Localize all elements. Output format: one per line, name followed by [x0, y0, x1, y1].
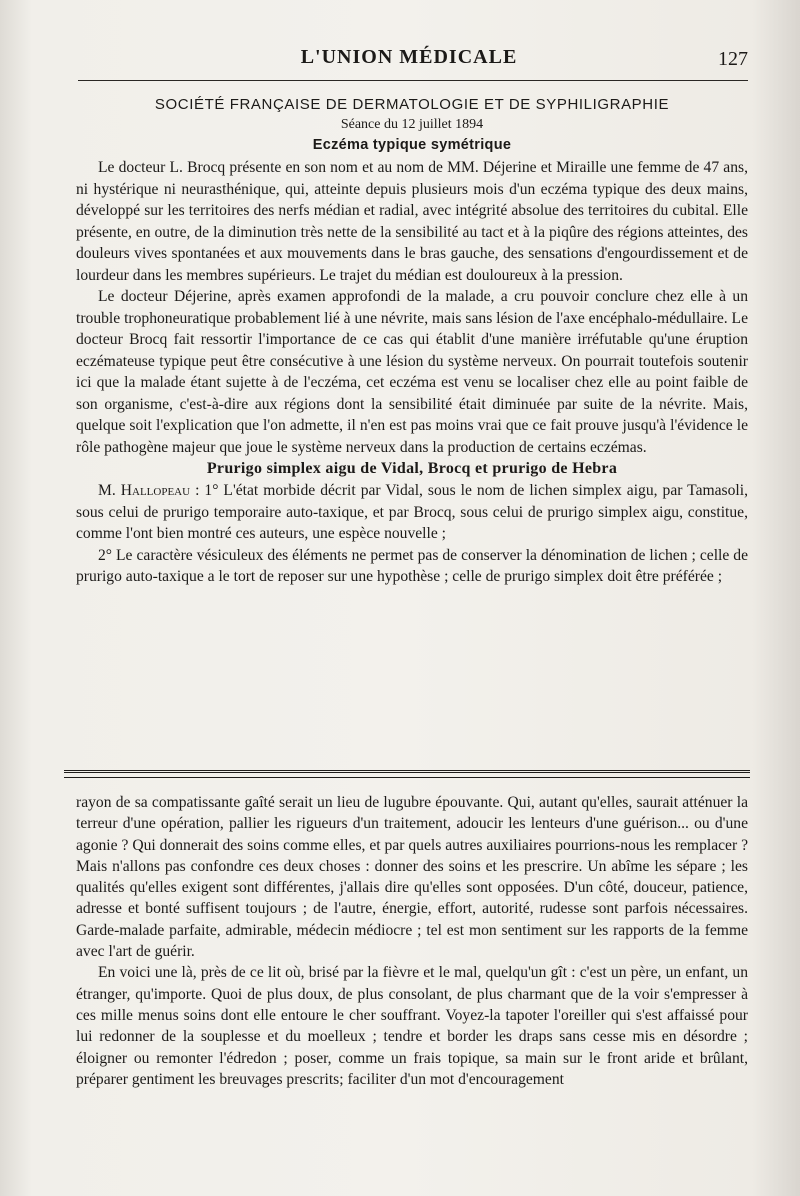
section-title-eczema: Eczéma typique symétrique: [312, 137, 512, 153]
paragraph: En voici une là, près de ce lit où, brisé par la fièvre et le mal, quelqu'un gît : c'est un père, un enfant, un étranger, qu'importe. Quoi de plus doux, de plus consolant, de plus charmant que de la voir s'empresser à ces mille menus soins dont elle entoure le cher souffrant. Voyez-la tapoter l'oreiller qui s'est affaissé pour lui redonner de la souplesse et du moelleux ; tendre et border les draps sans cesse mis en désordre ; éloigner ou remonter l'édredon ; poser, comme un frais topique, sa main sur le front aride et brûlant, préparer gentiment les breuvages prescrits; faciliter d'un mot d'encouragement: [76, 964, 748, 1088]
feuilleton-continuation: [76, 792, 748, 1090]
paragraph: rayon de sa compatissante gaîté serait un lieu de lugubre épouvante. Qui, autant qu'elles, saurait atténuer la terreur d'une opération, pallier les rigueurs d'un traitement, adoucir les lenteurs d'une guérison... ou d'une agonie ? Qui donnerait des soins comme elles, et par quels autres auxiliaires pourrions-nous les remplacer ? Mais n'allons pas confondre ces deux choses : donner des soins et les prescrire. Un abîme les sépare ; les qualités qu'elles exigent sont différentes, j'allais dire qu'elles sont opposées. D'un côté, douceur, patience, adresse et bonté suffisent toujours ; de l'autre, énergie, effort, autorité, rudesse sont parfois nécessaires. Garde-malade parfaite, admirable, médecin médiocre ; tel est mon sentiment sur les rapports de la femme avec l'art de guérir.: [76, 794, 748, 961]
paragraph: Le docteur L. Brocq présente en son nom et au nom de MM. Déjerine et Miraille une femme de 47 ans, ni hystérique ni neurasthénique, qui, atteinte depuis plusieurs mois d'un eczéma typique des deux mains, développé sur les territoires des nerfs médian et radial, avec intégrité absolue des territoires du cubital. Elle présente, en outre, de la diminution très nette de la sensibilité au tact et à la piqûre des régions atteintes, des douleurs vives spontanées et aux mouvements dans le bras gauche, des sensations d'engourdissement et de lourdeur dans les membres supérieurs. Le trajet du médian est douloureux à la pression.: [76, 159, 748, 284]
society-title: SOCIÉTÉ FRANÇAISE DE DERMATOLOGIE ET DE SYPHILIGRAPHIE: [154, 96, 670, 113]
paragraph: [76, 480, 748, 545]
paragraph: Le docteur Déjerine, après examen approfondi de la malade, a cru pouvoir conclure chez elle à un trouble trophoneuratique probablement lié à une névrite, mais sans lésion de l'axe encéphalo-médullaire. Le docteur Brocq fait ressortir l'importance de ce cas qui établit d'une manière irréfutable qu'une éruption eczémateuse typique peut être consécutive à une lésion du système nerveux. On pourrait toutefois soutenir ici que la malade étant sujette à de l'eczéma, cet eczéma est venu se localiser chez elle au point faible de son organisme, c'est-à-dire aux régions dont la sensibilité était diminuée par suite de la névrite. Mais, quelque soit l'explication que l'on admette, il n'en est pas moins vrai que ce fait prouve jusqu'à l'évidence le rôle pathogène majeur que joue le système nerveux dans la production de certains eczémas.: [76, 288, 748, 456]
page-header: [70, 46, 748, 82]
session-date: Séance du 12 juillet 1894: [340, 117, 484, 132]
section-title-prurigo: Prurigo simplex aigu de Vidal, Brocq et prurigo de Hebra: [206, 460, 618, 477]
section-divider: [64, 770, 750, 778]
header-rule: [78, 80, 748, 81]
speaker-name: M. Hallopeau: [98, 482, 191, 499]
running-title: L'UNION MÉDICALE: [300, 46, 518, 68]
page-number: 127: [718, 48, 748, 70]
paragraph-text: : 1° L'état morbide décrit par Vidal, sous le nom de lichen simplex aigu, par Tamasoli, sous celui de prurigo temporaire auto-taxique, et par Brocq, sous celui de prurigo simplex aigu, constitue, comme l'ont bien montré ces auteurs, une espèce nouvelle ;: [76, 482, 748, 542]
article-content: [76, 96, 748, 588]
paragraph: 2° Le caractère vésiculeux des éléments ne permet pas de conserver la dénomination de lichen ; celle de prurigo auto-taxique a le tort de reposer sur une hypothèse ; celle de prurigo simplex doit être préférée ;: [76, 546, 748, 585]
